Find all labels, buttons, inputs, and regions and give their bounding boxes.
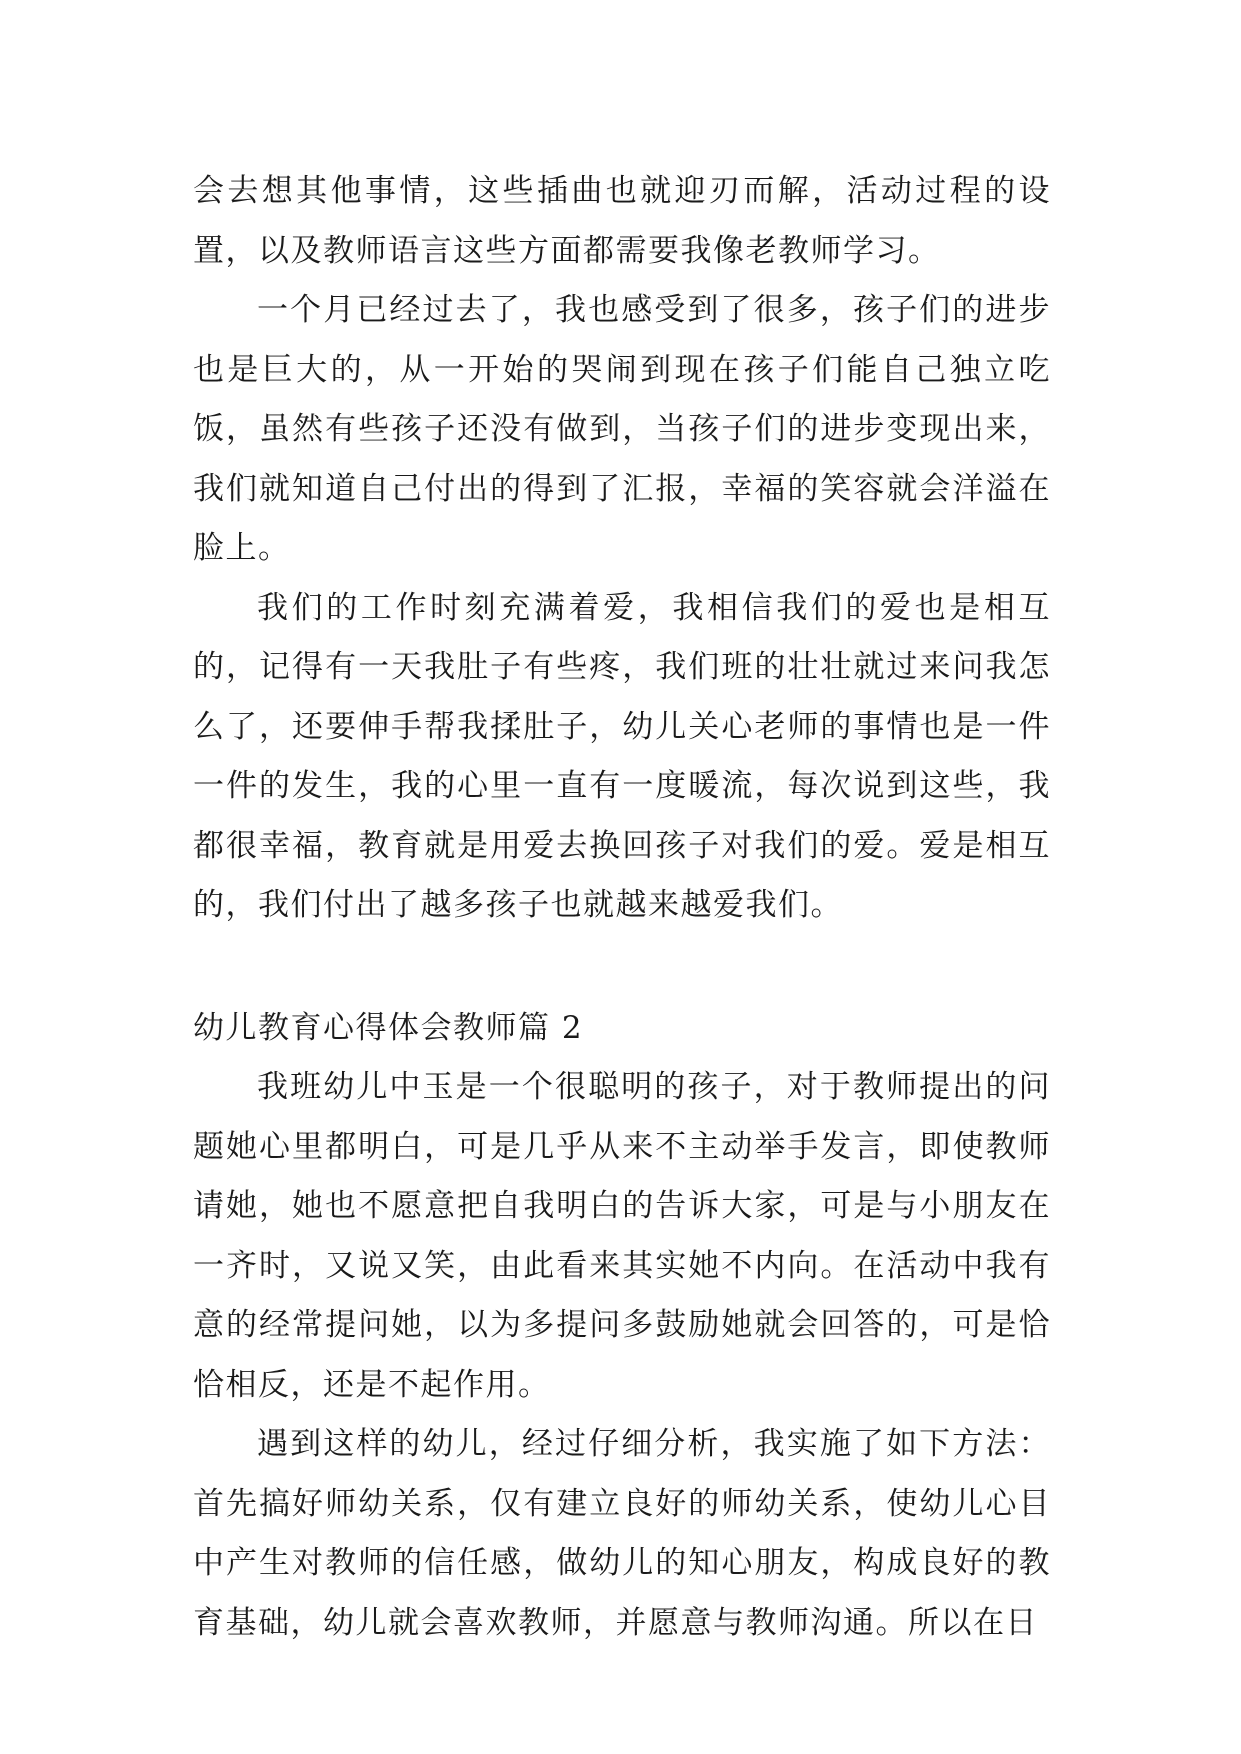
paragraph-continued: 会去想其他事情，这些插曲也就迎刃而解，活动过程的设置，以及教师语言这些方面都需要我像老教师学习。 <box>193 173 1051 269</box>
paragraph-methods: 遇到这样的幼儿，经过仔细分析，我实施了如下方法：首先搞好师幼关系，仅有建立良好的师幼关系，使幼儿心目中产生对教师的信任感，做幼儿的知心朋友，构成良好的教育基础，幼儿就会喜欢教师，并愿意与教师沟通。所以在日 <box>193 1426 1051 1641</box>
paragraph-month-progress: 一个月已经过去了，我也感受到了很多，孩子们的进步也是巨大的，从一开始的哭闹到现在孩子们能自己独立吃饭，虽然有些孩子还没有做到，当孩子们的进步变现出来，我们就知道自己付出的得到了汇报，幸福的笑容就会洋溢在脸上。 <box>193 292 1051 566</box>
paragraph-zhongyu: 我班幼儿中玉是一个很聪明的孩子，对于教师提出的问题她心里都明白，可是几乎从来不主动举手发言，即使教师请她，她也不愿意把自我明白的告诉大家，可是与小朋友在一齐时，又说又笑，由此看来其实她不内向。在活动中我有意的经常提问她，以为多提问多鼓励她就会回答的，可是恰恰相反，还是不起作用。 <box>193 1069 1051 1403</box>
section-heading: 幼儿教育心得体会教师篇 2 <box>193 1009 584 1046</box>
paragraph-mutual-love: 我们的工作时刻充满着爱，我相信我们的爱也是相互的，记得有一天我肚子有些疼，我们班的壮壮就过来问我怎么了，还要伸手帮我揉肚子，幼儿关心老师的事情也是一件一件的发生，我的心里一直有一度暖流，每次说到这些，我都很幸福，教育就是用爱去换回孩子对我们的爱。爱是相互的，我们付出了越多孩子也就越来越爱我们。 <box>193 589 1051 923</box>
section-spacer <box>193 936 1051 999</box>
document-body <box>193 162 1051 1653</box>
